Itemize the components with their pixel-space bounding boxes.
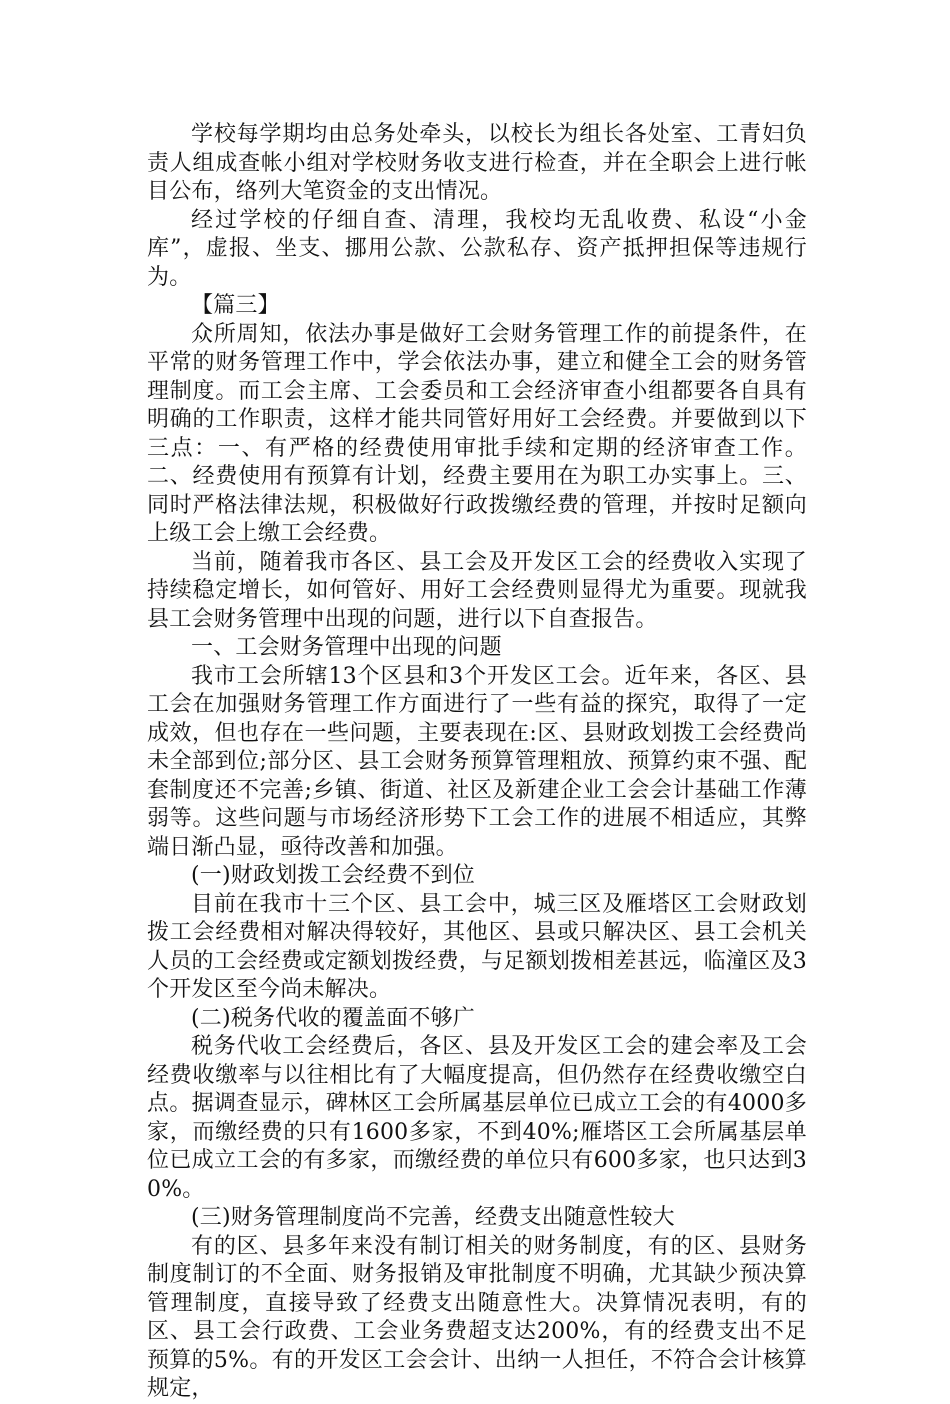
subsection-heading: (二)税务代收的覆盖面不够广 <box>191 1005 475 1031</box>
subsection-heading: (一)财政划拨工会经费不到位 <box>191 863 475 888</box>
paragraph: 税务代收工会经费后，各区、县及开发区工会的建会率及工会经费收缴率与以往相比有了大幅度提高，但仍然存在经费收缴空白点。据调查显示，碑林区工会所属基层单位已成立工会的有4000多家，而缴经费的只有1600多家，不到40%;雁塔区工会所属基层单位已成立工会的有多家，而缴经费的单位只有600多家，也只达到30%。 <box>147 1034 807 1202</box>
paragraph: 经过学校的仔细自查、清理，我校均无乱收费、私设“小金库”，虚报、坐支、挪用公款、公款私存、资产抵押担保等违规行为。 <box>147 207 807 290</box>
paragraph: 目前在我市十三个区、县工会中，城三区及雁塔区工会财政划拨工会经费相对解决得较好，其他区、县或只解决区、县工会机关人员的工会经费或定额划拨经费，与足额划拨相差甚远，临潼区及3个开发区至今尚未解决。 <box>147 891 807 1002</box>
paragraph: 学校每学期均由总务处牵头，以校长为组长各处室、工青妇负责人组成查帐小组对学校财务收支进行检查，并在全职会上进行帐目公布，络列大笔资金的支出情况。 <box>147 122 807 204</box>
paragraph: 我市工会所辖13个区县和3个开发区工会。近年来，各区、县工会在加强财务管理工作方面进行了一些有益的探究，取得了一定成效，但也存在一些问题，主要表现在:区、县财政划拨工会经费尚未全部到位;部分区、县工会财务预算管理粗放、预算约束不强、配套制度还不完善;乡镇、街道、社区及新建企业工会会计基础工作薄弱等。这些问题与市场经济形势下工会工作的进展不相适应，其弊端日渐凸显，亟待改善和加强。 <box>147 663 807 860</box>
paragraph: 当前，随着我市各区、县工会及开发区工会的经费收入实现了持续稳定增长，如何管好、用好工会经费则显得尤为重要。现就我县工会财务管理中出现的问题，进行以下自查报告。 <box>147 549 807 632</box>
section-heading: 一、工会财务管理中出现的问题 <box>191 635 502 660</box>
subsection-heading: (三)财务管理制度尚不完善，经费支出随意性较大 <box>191 1205 675 1230</box>
paragraph: 有的区、县多年来没有制订相关的财务制度，有的区、县财务制度制订的不全面、财务报销及审批制度不明确，尤其缺少预决算管理制度，直接导致了经费支出随意性大。决算情况表明，有的区、县工会行政费、工会业务费超支达200%，有的经费支出不足预算的5%。有的开发区工会会计、出纳一人担任，不符合会计核算规定， <box>147 1233 807 1401</box>
document-body <box>147 121 807 1404</box>
paragraph: 众所周知，依法办事是做好工会财务管理工作的前提条件，在平常的财务管理工作中，学会依法办事，建立和健全工会的财务管理制度。而工会主席、工会委员和工会经济审查小组都要各自具有明确的工作职责，这样才能共同管好用好工会经费。并要做到以下三点：一、有严格的经费使用审批手续和定期的经济审查工作。二、经费使用有预算有计划，经费主要用在为职工办实事上。三、同时严格法律法规，积极做好行政拨缴经费的管理，并按时足额向上级工会上缴工会经费。 <box>147 321 807 546</box>
section-heading: 【篇三】 <box>191 293 280 318</box>
